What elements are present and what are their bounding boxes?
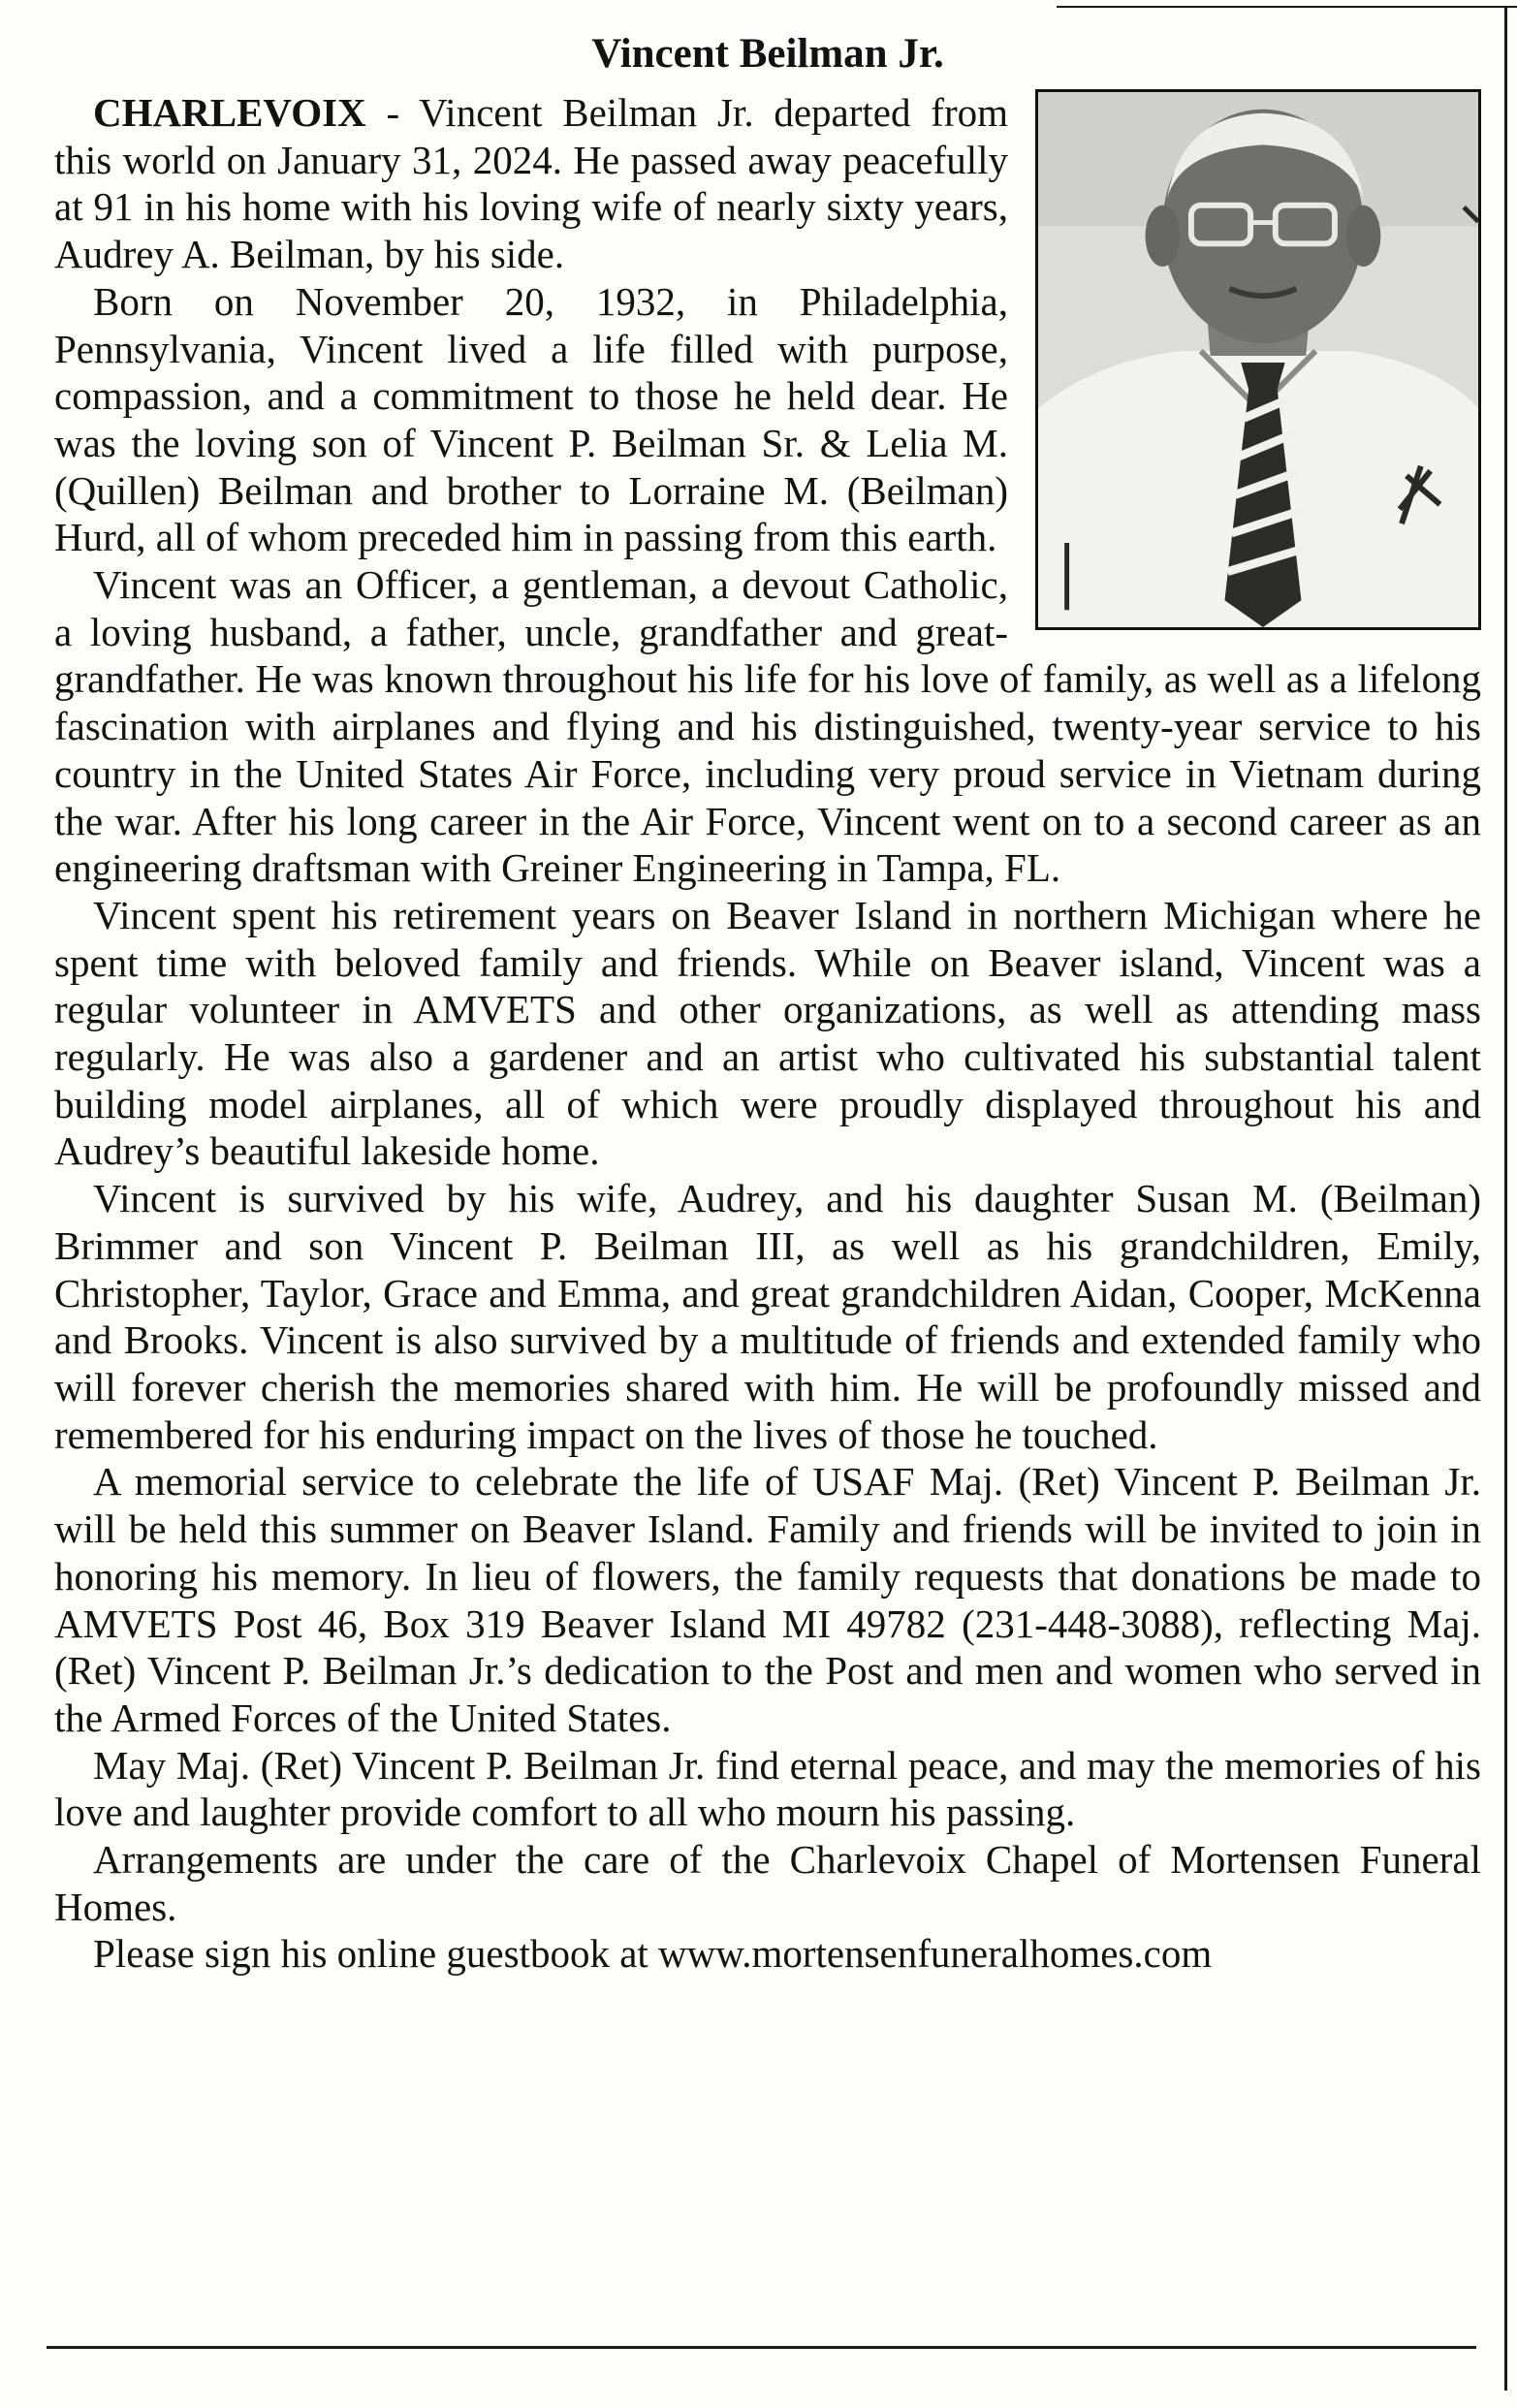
paragraph-early-life: Born on November 20, 1932, in Philadelphia, Pennsylvania, Vincent lived a life filled with purpose, compassion, and a commitment to those he held dear. He was the loving son of Vincent P. Beilman Sr. & Lelia M. (Quillen) Beilman and brother to Lorraine M. (Beilman) Hurd, all of whom preceded him in passing from this earth. xyxy=(54,278,1008,560)
paragraph-career: Vincent was an Officer, a gentleman, a devout Catholic, a loving husband, a father, uncle, grandfather and great-grandfather. He was known throughout his life for his love of family, as well as a lifelong fascination with airplanes and flying and his distinguished, twenty-year service to his country in the United States Air Force, including very proud service in Vietnam during the war. After his long career in the Air Force, Vincent went on to a second career as an engineering draftsman with Greiner Engineering in Tampa, FL. xyxy=(54,562,1481,891)
portrait-photo xyxy=(1035,89,1481,630)
paragraph-memorial-service: A memorial service to celebrate the life of USAF Maj. (Ret) Vincent P. Beilman Jr. will be held this summer on Beaver Island. Family and friends will be invited to join in honoring his memory. In lieu of flowers, the family requests that donations be made to AMVETS Post 46, Box 319 Beaver Island MI 49782 (231-448-3088), reflecting Maj. (Ret) Vincent P. Beilman Jr.’s dedication to the Post and men and women who served in the Armed Forces of the United States. xyxy=(54,1459,1481,1740)
obituary-headline: Vincent Beilman Jr. xyxy=(591,31,944,77)
paragraph-guestbook: Please sign his online guestbook at www.mortensenfuneralhomes.com xyxy=(93,1931,1213,1977)
right-column-rule xyxy=(1504,6,1507,2391)
obituary-column xyxy=(54,29,1481,1978)
portrait-image xyxy=(1038,92,1478,627)
top-rule xyxy=(1057,6,1517,8)
paragraph-arrangements: Arrangements are under the care of the Charlevoix Chapel of Mortensen Funeral Homes. xyxy=(54,1837,1481,1929)
paragraph-retirement: Vincent spent his retirement years on Beaver Island in northern Michigan where he spent time with beloved family and friends. While on Beaver island, Vincent was a regular volunteer in AMVETS and other organizations, as well as attending mass regularly. He was also a gardener and an artist who cultivated his substantial talent building model airplanes, all of which were proudly displayed throughout his and Audrey’s beautiful lakeside home. xyxy=(54,892,1481,1174)
paragraph-text: - Vincent Beilman Jr. departed from this world on January 31, 2024. He passed away peacefully at 91 in his home with his loving wife of nearly sixty years, Audrey A. Beilman, by his side. xyxy=(54,90,1008,277)
paragraph-closing: May Maj. (Ret) Vincent P. Beilman Jr. find eternal peace, and may the memories of his love and laughter provide comfort to all who mourn his passing. xyxy=(54,1742,1481,1835)
dateline: CHARLEVOIX xyxy=(93,90,366,135)
bottom-rule xyxy=(47,2346,1476,2349)
paragraph-survivors: Vincent is survived by his wife, Audrey, and his daughter Susan M. (Beilman) Brimmer and son Vincent P. Beilman III, as well as his grandchildren, Emily, Christopher, Taylor, Grace and Emma, and great grandchildren Aidan, Cooper, McKenna and Brooks. Vincent is also survived by a multitude of friends and extended family who will forever cherish the memories shared with him. He will be profoundly missed and remembered for his enduring impact on the lives of those he touched. xyxy=(54,1176,1481,1457)
